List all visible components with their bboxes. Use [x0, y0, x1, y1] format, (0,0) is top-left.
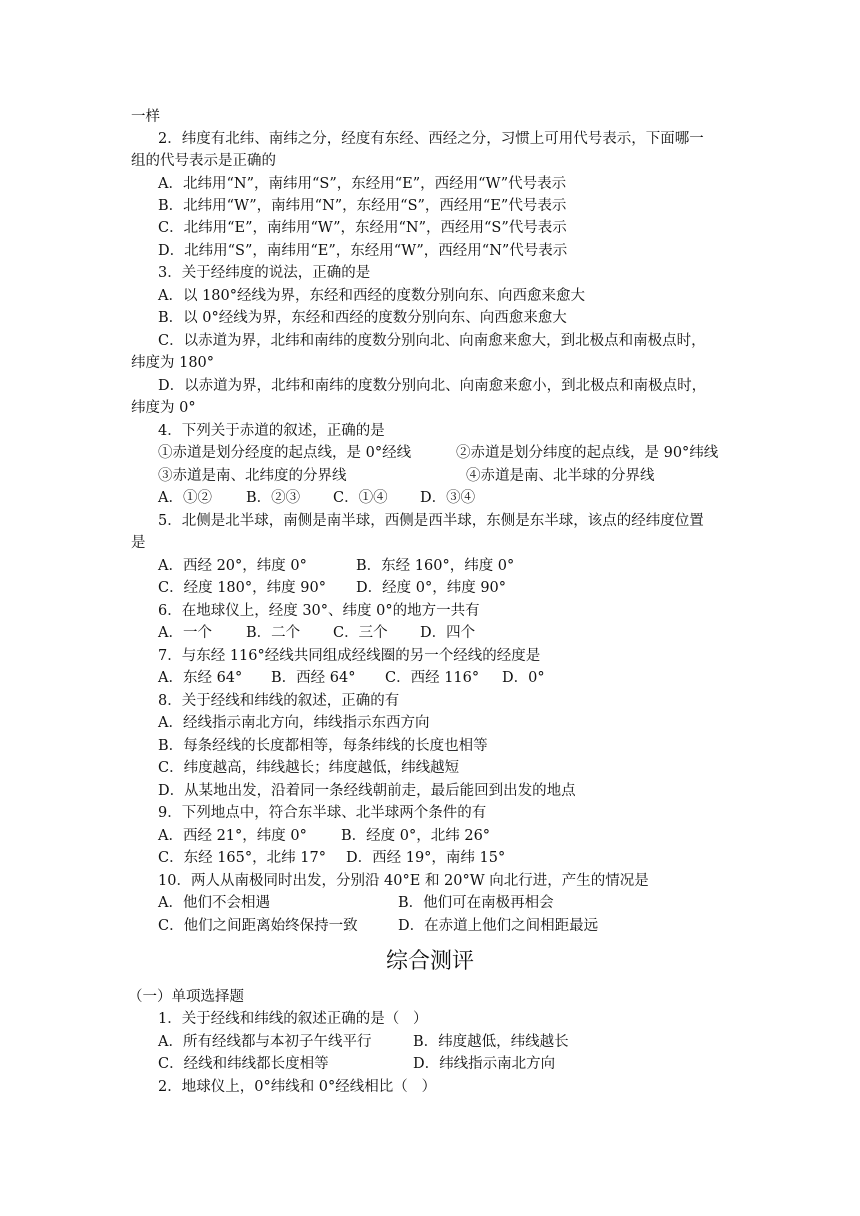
option-line: A．北纬用“N”，南纬用“S”，东经用“E”，西经用“W”代号表示 [158, 176, 567, 192]
question-stem: 5．北侧是北半球，南侧是南半球，西侧是西半球，东侧是东半球，该点的经纬度位置 [158, 513, 704, 529]
question-stem: 8．关于经线和纬线的叙述，正确的有 [158, 693, 400, 709]
options-row [158, 1053, 556, 1075]
choice: B．②③ [246, 490, 301, 506]
question-stem: 7．与东经 116°经线共同组成经线圈的另一个经线的经度是 [158, 648, 541, 664]
question-stem: 6．在地球仪上，经度 30°、纬度 0°的地方一共有 [158, 603, 480, 619]
text-line: 是 [131, 535, 146, 551]
question-stem: 2．地球仪上，0°纬线和 0°经线相比（ ） [158, 1079, 437, 1095]
question-stem: 3．关于经纬度的说法，正确的是 [158, 265, 371, 281]
question-stem: 2．纬度有北纬、南纬之分，经度有东经、西经之分，习惯上可用代号表示，下面哪一 [158, 131, 704, 147]
option-line: A．经线指示南北方向，纬线指示东西方向 [158, 715, 430, 731]
choice: A．东经 64° [158, 670, 243, 686]
choice: A．①② [158, 490, 212, 506]
options-row [158, 825, 491, 847]
choice: B．纬度越低，纬线越长 [413, 1034, 569, 1050]
choice: B．东经 160°，纬度 0° [356, 558, 515, 574]
choice: A．西经 21°，纬度 0° [158, 828, 307, 844]
option-line: D．从某地出发，沿着同一条经线朝前走，最后能回到出发的地点 [158, 783, 576, 799]
choice: D．经度 0°，纬度 90° [356, 580, 507, 596]
choice: C．①④ [333, 490, 388, 506]
option-line: C．以赤道为界，北纬和南纬的度数分别向北、向南愈来愈大，到北极点和南极点时， [158, 333, 706, 349]
choice: A．西经 20°，纬度 0° [158, 558, 307, 574]
choice: B．经度 0°，北纬 26° [341, 828, 491, 844]
statement: ③赤道是南、北纬度的分界线 [158, 468, 347, 484]
option-line: B．北纬用“W”，南纬用“N”，东经用“S”，西经用“E”代号表示 [158, 198, 567, 214]
choice: D．0° [502, 670, 545, 686]
options-row [158, 555, 515, 577]
choice: C．三个 [333, 625, 388, 641]
choice: C．他们之间距离始终保持一致 [158, 918, 358, 934]
options-row [158, 847, 506, 869]
choice: A．所有经线都与本初子午线平行 [158, 1034, 372, 1050]
choice: C．西经 116° [385, 670, 480, 686]
text-line: 一样 [131, 109, 160, 125]
choice: D．四个 [420, 625, 476, 641]
option-line: B．每条经线的长度都相等，每条纬线的长度也相等 [158, 738, 488, 754]
q4-choices-row [158, 487, 476, 509]
statement: ④赤道是南、北半球的分界线 [466, 468, 655, 484]
question-stem: 1．关于经线和纬线的叙述正确的是（ ） [158, 1011, 428, 1027]
option-line: B．以 0°经线为界，东经和西经的度数分别向东、向西愈来愈大 [158, 310, 567, 326]
options-row [158, 892, 554, 914]
statement: ①赤道是划分经度的起点线，是 0°经线 [158, 445, 412, 461]
options-row [158, 1031, 569, 1053]
text-line: 纬度为 0° [131, 400, 196, 416]
choice: B．他们可在南极再相会 [398, 895, 554, 911]
statement: ②赤道是划分纬度的起点线，是 90°纬线 [456, 445, 719, 461]
option-line: A．以 180°经线为界，东经和西经的度数分别向东、向西愈来愈大 [158, 288, 586, 304]
choice: D．③④ [420, 490, 476, 506]
option-line: D．北纬用“S”，南纬用“E”，东经用“W”，西经用“N”代号表示 [158, 243, 568, 259]
q4-statement-row [158, 465, 655, 487]
option-line: C．纬度越高，纬线越长；纬度越低，纬线越短 [158, 760, 460, 776]
choice: C．经度 180°，纬度 90° [158, 580, 326, 596]
question-stem: 4．下列关于赤道的叙述，正确的是 [158, 423, 385, 439]
choice: A．他们不会相遇 [158, 895, 270, 911]
choice: A．一个 [158, 625, 212, 641]
choice: D．在赤道上他们之间相距最远 [398, 918, 599, 934]
options-row [158, 577, 507, 599]
option-line: C．北纬用“E”，南纬用“W”，东经用“N”，西经用“S”代号表示 [158, 220, 567, 236]
options-row [158, 667, 545, 689]
question-stem: 10．两人从南极同时出发，分别沿 40°E 和 20°W 向北行进，产生的情况是 [158, 873, 649, 889]
text-line: 组的代号表示是正确的 [131, 153, 276, 169]
section-title: 综合测评 [385, 949, 474, 974]
q4-statement-row [158, 442, 719, 464]
choice: B．西经 64° [271, 670, 356, 686]
text-line: 纬度为 180° [131, 355, 215, 371]
choice: D．纬线指示南北方向 [413, 1056, 556, 1072]
options-row [158, 915, 599, 937]
options-row [158, 622, 476, 644]
option-line: D．以赤道为界，北纬和南纬的度数分别向北、向南愈来愈小，到北极点和南极点时， [158, 378, 707, 394]
question-stem: 9．下列地点中，符合东半球、北半球两个条件的有 [158, 805, 487, 821]
section-subtitle: （一）单项选择题 [128, 989, 244, 1005]
choice: B．二个 [246, 625, 301, 641]
choice: C．经线和纬线都长度相等 [158, 1056, 329, 1072]
choice: C．东经 165°，北纬 17° [158, 850, 326, 866]
choice: D．西经 19°，南纬 15° [346, 850, 506, 866]
